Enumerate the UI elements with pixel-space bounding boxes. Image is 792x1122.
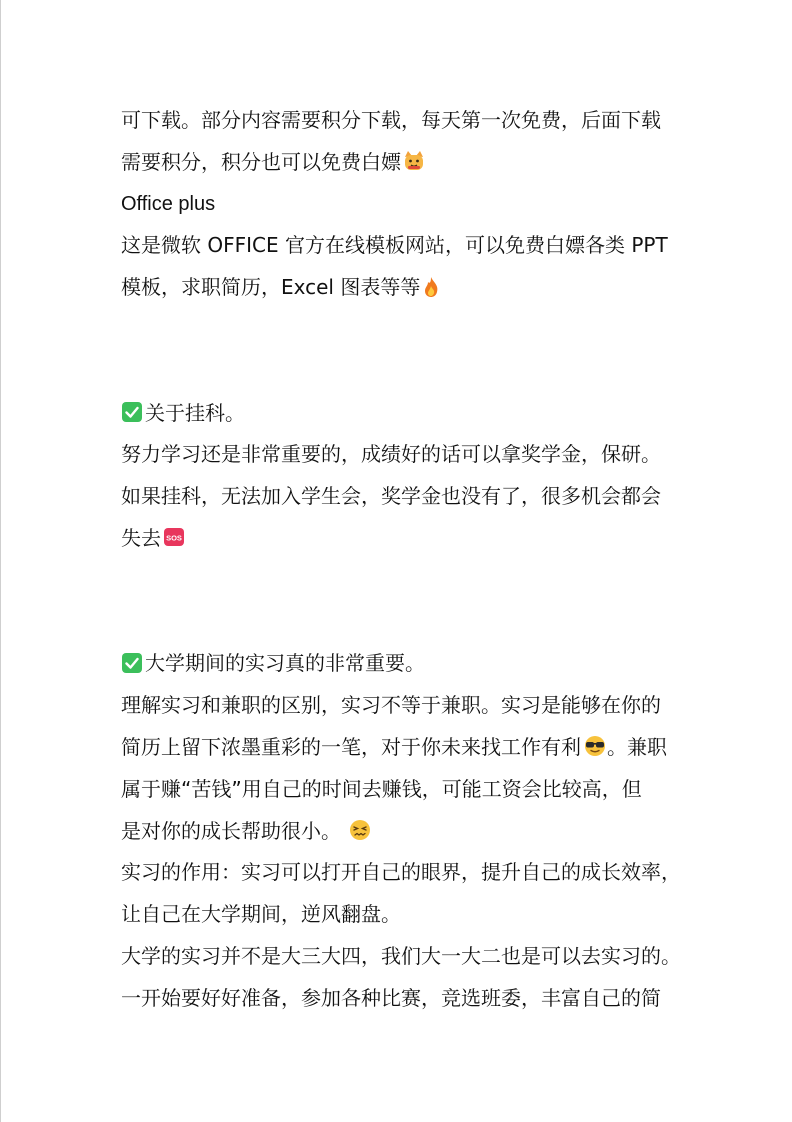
text: 实习的作用：实习可以打开自己的眼界，提升自己的成长效率，	[121, 860, 681, 885]
check-mark-icon	[121, 652, 143, 674]
fire-emoji-icon	[422, 276, 440, 298]
text-line	[121, 225, 701, 267]
text: 理解实习和兼职的区别，实习不等于兼职。实习是能够在你的	[121, 693, 661, 718]
section-spacer	[121, 560, 701, 644]
text-line	[121, 142, 701, 184]
text-line	[121, 894, 701, 936]
text-line	[121, 476, 701, 518]
text: 努力学习还是非常重要的，成绩好的话可以拿奖学金，保研。	[121, 442, 661, 467]
text: 这是微软 OFFICE 官方在线模板网站，可以免费白嫖各类 PPT	[121, 233, 668, 258]
text-line	[121, 727, 701, 769]
text: 如果挂科，无法加入学生会，奖学金也没有了，很多机会都会	[121, 484, 661, 509]
section-spacer	[121, 309, 701, 393]
heading-text: 大学期间的实习真的非常重要。	[145, 651, 425, 676]
section-fail	[121, 393, 701, 560]
text-line	[121, 434, 701, 476]
text: 。兼职	[607, 734, 667, 759]
text-line	[121, 100, 701, 142]
heading-office-plus: Office plus	[121, 192, 216, 215]
sos-label: SOS	[166, 533, 182, 543]
text: 一开始要好好准备，参加各种比赛，竞选班委，丰富自己的简	[121, 985, 661, 1010]
text-line	[121, 685, 701, 727]
sos-icon	[163, 526, 185, 548]
heading-text: 关于挂科。	[145, 400, 245, 425]
text: 属于赚“苦钱”用自己的时间去赚钱，可能工资会比较高，但	[121, 776, 642, 801]
text-line	[121, 184, 701, 226]
confounded-face-emoji-icon	[349, 819, 371, 841]
text: 可下载。部分内容需要积分下载，每天第一次免费，后面下载	[121, 108, 661, 132]
text: 是对你的成长帮助很小。	[121, 818, 341, 843]
text-line	[121, 811, 701, 853]
text: 失去	[121, 525, 161, 550]
section-heading	[121, 643, 701, 685]
check-mark-icon	[121, 401, 143, 423]
document-body	[121, 100, 701, 1020]
text-line	[121, 852, 701, 894]
section-office	[121, 100, 701, 309]
text-line	[121, 936, 701, 978]
sunglasses-face-emoji-icon	[583, 735, 607, 757]
text: 模板，求职简历，Excel 图表等等	[121, 275, 421, 300]
text-line	[121, 769, 701, 811]
text-line	[121, 978, 701, 1020]
text-line	[121, 518, 701, 560]
text: 大学的实习并不是大三大四，我们大一大二也是可以去实习的。	[121, 943, 681, 968]
text: 需要积分，积分也可以免费白嫖	[121, 149, 401, 174]
cat-emoji-icon	[403, 150, 425, 172]
text-line	[121, 267, 701, 309]
text: 让自己在大学期间，逆风翻盘。	[121, 902, 401, 927]
section-intern	[121, 643, 701, 1019]
text: 简历上留下浓墨重彩的一笔，对于你未来找工作有利	[121, 734, 581, 759]
section-heading	[121, 393, 701, 435]
